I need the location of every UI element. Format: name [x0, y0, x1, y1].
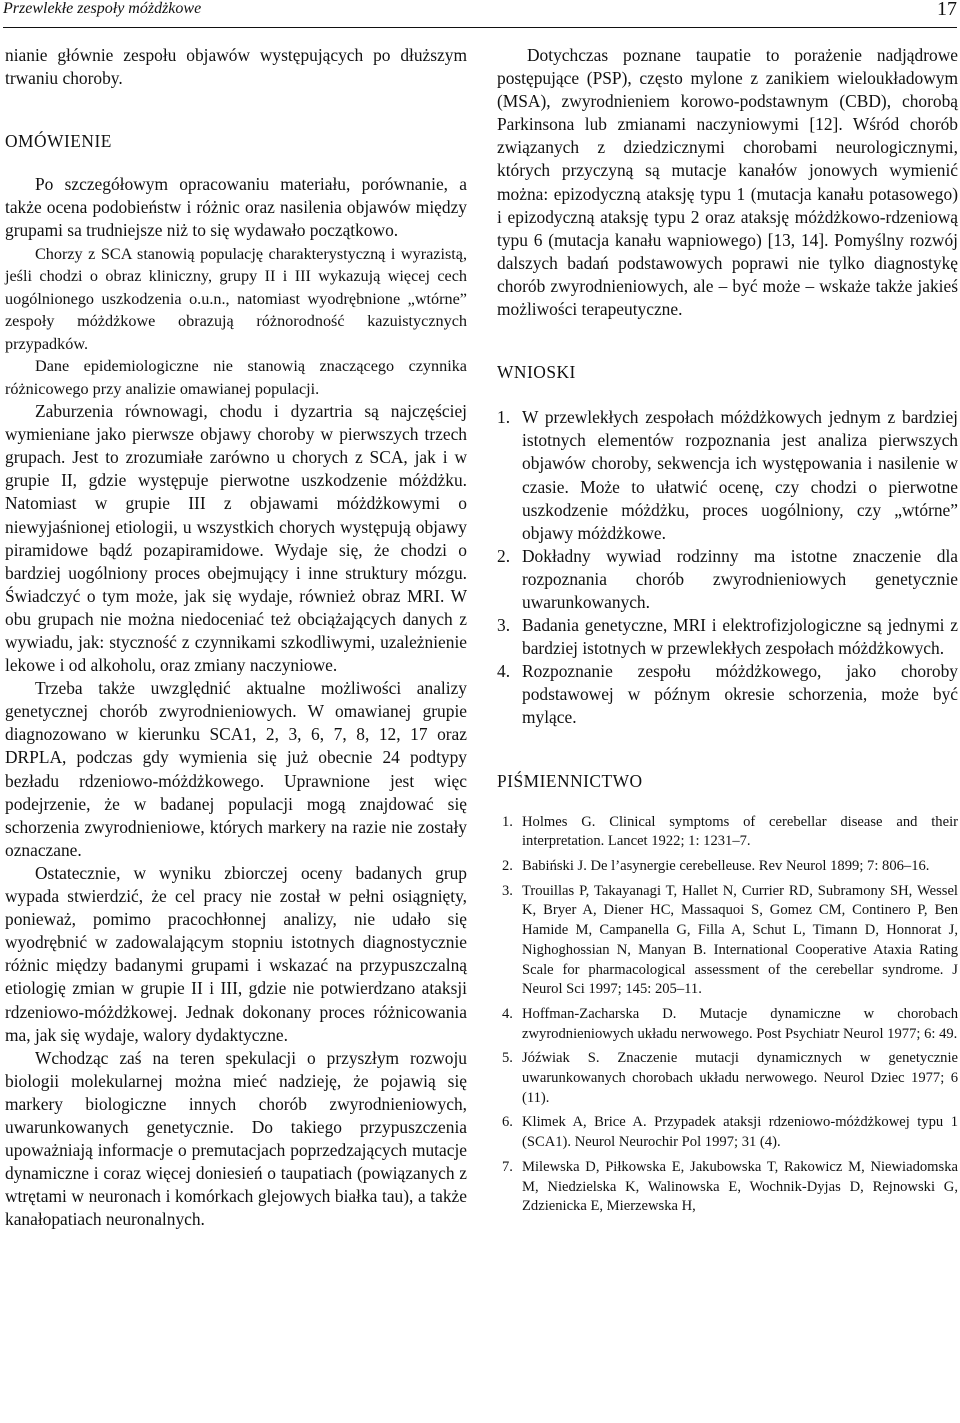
continued-paragraph: nianie głównie zespołu objawów występujących po dłuższym trwaniu choroby.	[5, 45, 467, 89]
reference-number: 2.	[502, 858, 513, 875]
header-rule	[3, 27, 957, 28]
reference-number: 4.	[502, 1005, 513, 1022]
reference-text: Jóźwiak S. Znaczenie mutacji dynamicznych w genetycznie uwarunkowanych chorobach układu nerwowego. Neurol Dziec 1977; 6 (11).	[522, 1050, 958, 1106]
conclusion-text: Rozpoznanie zespołu móżdżkowego, jako choroby podstawowej w późnym okresie schorzenia, może być mylące.	[522, 661, 958, 728]
reference-number: 3.	[502, 882, 513, 899]
conclusion-number: 1.	[497, 407, 511, 428]
conclusion-number: 4.	[497, 661, 511, 682]
right-column	[497, 44, 958, 1222]
reference-item	[497, 857, 958, 877]
page-number: 17	[937, 0, 957, 20]
discussion-paragraph: Trzeba także uwzględnić aktualne możliwości analizy genetycznej chorób zwyrodnieniowych. W omawianej grupie diagnozowano w kierunku SCA1, 2, 3, 6, 7, 8, 12, 17 oraz DRPLA, podczas gdy wymienia się już obecnie 24 podtypy bezładu rdzeniowo-móżdżkowego. Uprawnione jest więc podejrzenie, że w badanej populacji mogą znajdować się schorzenia zwyrodnieniowe, których markery na razie nie zostały oznaczane.	[5, 678, 467, 860]
reference-number: 6.	[502, 1114, 513, 1131]
conclusion-number: 2.	[497, 545, 511, 566]
reference-text: Klimek A, Brice A. Przypadek ataksji rdzeniowo-móżdżkowej typu 1 (SCA1). Neurol Neurochir Pol 1997; 31 (4).	[522, 1114, 958, 1151]
discussion-paragraph: Zaburzenia równowagi, chodu i dyzartria są najczęściej wymieniane jako pierwsze objawy choroby w pierwszych trzech grupach. Jest to zrozumiałe zarówno u chorych z SCA, jak i w grupie II, gdzie występuje pierwotne uszkodzenie móżdżku. Natomiast w grupie III z objawami móżdżkowymi o niewyjaśnionej etiologii, u wszystkich chorych występują objawy piramidowe bądź pozapiramidowe. Wydaje się, że chodzi o bardziej uogólniony proces obejmujący i inne struktury mózgu. Świadczyć o tym może, jak się wydaje, również obraz MRI. W obu grupach nie można niedoceniać też obciążających danych z wywiadu, jak: styczność z czynnikami szkodliwymi, uzależnienie lekowe i od alkoholu, oraz zmiany naczyniowe.	[5, 401, 467, 676]
section-heading-pismiennictwo: PIŚMIENNICTWO	[497, 770, 643, 791]
section-heading-omowienie: OMÓWIENIE	[5, 131, 112, 152]
reference-text: Milewska D, Piłkowska E, Jakubowska T, Rakowicz M, Niewiadomska M, Niedzielska K, Walinowska E, Wochnik-Dyjas D, Rejnowski G, Zdzienicka E, Mierzewska H,	[522, 1158, 958, 1215]
discussion-paragraph: Ostatecznie, w wyniku zbiorczej oceny badanych grup wypada stwierdzić, że cel pracy nie został w pełni osiągnięty, ponieważ, pomimo pracochłonnej analizy, nie udało się wyodrębnić w zadowalającym stopniu istotnych diagnostycznie różnic między badanymi grupami i wskazać na przypuszczalną etiologię zmian w grupie II i III, gdzie nie potwierdzano ataksji rdzeniowo-móżdżkowej. Jednak dokonany proces różnicowania ma, jak się wydaje, walory dydaktyczne.	[5, 862, 467, 1045]
conclusion-number: 3.	[497, 615, 511, 636]
reference-text: Babiński J. De l’asynergie cerebelleuse. Rev Neurol 1899; 7: 806–16.	[522, 858, 930, 875]
references-list	[497, 813, 958, 1217]
conclusion-item	[497, 545, 958, 614]
reference-text: Holmes G. Clinical symptoms of cerebellar disease and their interpretation. Lancet 1922; 1: 1231–7.	[522, 813, 958, 850]
discussion-paragraph: Dane epidemiologiczne nie stanowią znaczącego czynnika różnicowego przy analizie omawianej populacji.	[5, 357, 467, 398]
conclusion-item	[497, 406, 958, 545]
conclusion-text: Badania genetyczne, MRI i elektrofizjologiczne są jednymi z bardziej istotnych w przewlekłych zespołach móżdżkowych.	[522, 615, 958, 659]
discussion-paragraph: Chorzy z SCA stanowią populację charakterystyczną i wyrazistą, jeśli chodzi o obraz kliniczny, grupy II i III wykazują więcej cech uogólnionego uszkodzenia o.u.n., natomiast wyodrębnione „wtórne” zespoły móżdżkowe obrazują różnorodność kazuistycznych przypadków.	[5, 244, 467, 353]
reference-number: 7.	[502, 1158, 513, 1175]
left-column	[5, 44, 467, 1231]
reference-number: 1.	[502, 813, 513, 830]
reference-item	[497, 1113, 958, 1152]
section-heading-wnioski: WNIOSKI	[497, 362, 576, 383]
discussion-paragraph: Po szczegółowym opracowaniu materiału, porównanie, a także ocena podobieństw i różnic oraz nasilenia objawów między grupami sa trudniejsze niż to się wydawało początkowo.	[5, 174, 467, 241]
conclusion-item	[497, 660, 958, 729]
conclusion-text: Dokładny wywiad rodzinny ma istotne znaczenie dla rozpoznania chorób zwyrodnieniowych genetycznie uwarunkowanych.	[522, 545, 958, 612]
discussion-paragraph: Dotychczas poznane taupatie to porażenie nadjądrowe postępujące (PSP), często mylone z zanikiem wieloukładowym (MSA), zwyrodnieniem korowo-podstawnym (CBD), chorobą Parkinsona lub zmianami naczyniowymi [12]. Wśród chorób związanych z dziedzicznymi chorobami neurologicznymi, których przyczyną są mutacje kanałów jonowych wymienić można: epizodyczną ataksję typu 1 (mutacja kanału potasowego) i epizodyczną ataksję typu 2 oraz ataksję móżdżkowo-rdzeniową typu 6 (mutacja kanału wapniowego) [13, 14]. Pomyślny rozwój dalszych badań podstawowych poprawi nie tylko diagnostykę chorób zwyrodnieniowych, ale – być może – wskaże także jakieś możliwości terapeutyczne.	[497, 45, 958, 320]
reference-text: Hoffman-Zacharska D. Mutacje dynamiczne w chorobach zwyrodnieniowych układu nerwowego. Post Psychiatr Neurol 1977; 6: 49.	[522, 1005, 958, 1042]
discussion-paragraph: Wchodząc zaś na teren spekulacji o przyszłym rozwoju biologii molekularnej można mieć nadzieję, że pojawią się markery biologiczne innych chorób zwyrodnieniowych, uwarunkowanych genetycznie. Do takiego przypuszczenia upoważniają informacje o premutacjach poprzedzających mutacje dynamiczne i coraz więcej doniesień o taupatiach (powiązanych z wtrętami w neuronach i komórkach glejowych białka tau), a także kanałopatiach neuronalnych.	[5, 1047, 467, 1230]
page-header	[3, 0, 957, 26]
conclusion-item	[497, 614, 958, 660]
conclusions-list	[497, 406, 958, 729]
reference-item	[497, 1049, 958, 1108]
reference-number: 5.	[502, 1050, 513, 1067]
running-title: Przewlekłe zespoły móżdżkowe	[3, 0, 202, 17]
reference-item	[497, 882, 958, 1000]
reference-text: Trouillas P, Takayanagi T, Hallet N, Currier RD, Subramony SH, Wessel K, Bryer A, Diener HC, Massaquoi S, Gomez CM, Continero P, Ben Hamide M, Campanella G, Filla A, Schut L, Timann D, Honnorat J, Nighoghossian N, Manyan B. International Cooperative Ataxia Rating Scale for pharmacological assessment of the cerebellar syndrome. J Neurol Sci 1997; 145: 205–11.	[522, 882, 958, 998]
reference-item	[497, 1158, 958, 1217]
conclusion-text: W przewlekłych zespołach móżdżkowych jednym z bardziej istotnych elementów rozpoznania jest analiza pierwszych objawów choroby, sekwencja ich występowania i nasilenie w czasie. Może to ułatwić ocenę, czy chodzi o pierwotne uszkodzenie móżdżku, proces uogólniony, czy „wtórne” objawy móżdżkowe.	[522, 407, 958, 543]
reference-item	[497, 813, 958, 852]
reference-item	[497, 1005, 958, 1044]
